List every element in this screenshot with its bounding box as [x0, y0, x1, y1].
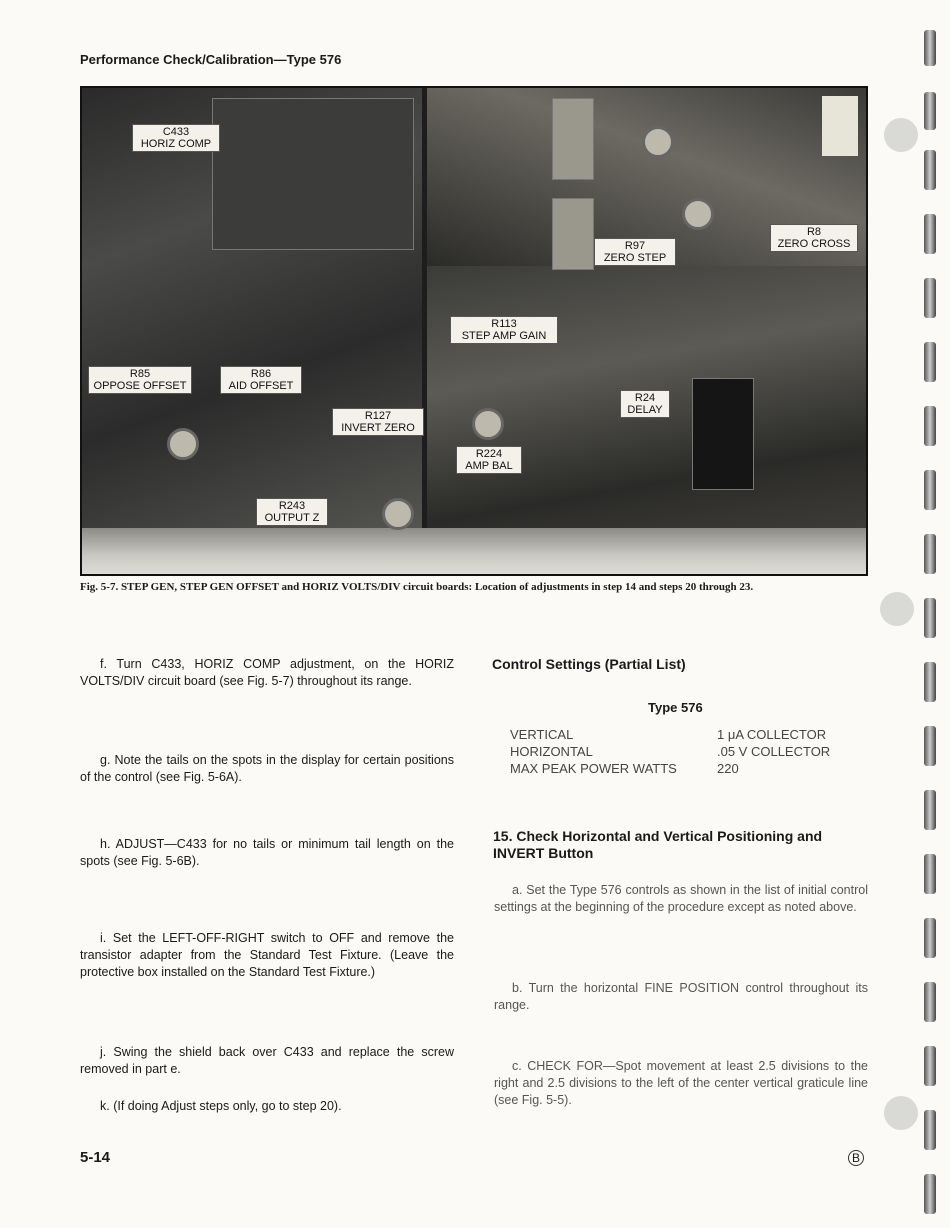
figure-caption: Fig. 5-7. STEP GEN, STEP GEN OFFSET and HORIZ VOLTS/DIV circuit boards: Location of adjustments in step 14 and steps 20 through 23. [80, 581, 754, 593]
callout-r243: R243 OUTPUT Z [256, 498, 328, 526]
step-15a: a. Set the Type 576 controls as shown in the list of initial control settings at the beginning of the procedure except as noted above. [494, 883, 868, 914]
callout-r113: R113 STEP AMP GAIN [450, 316, 558, 344]
step-15c: c. CHECK FOR—Spot movement at least 2.5 divisions to the right and 2.5 divisions to the left of the center vertical graticule line (see Fig. 5-5). [494, 1059, 868, 1107]
callout-r127: R127 INVERT ZERO [332, 408, 424, 436]
step-k: k. (If doing Adjust steps only, go to step 20). [100, 1099, 342, 1113]
revision-mark: B [848, 1150, 864, 1166]
callout-r24: R24 DELAY [620, 390, 670, 418]
callout-c433: C433 HORIZ COMP [132, 124, 220, 152]
step-i: i. Set the LEFT-OFF-RIGHT switch to OFF and remove the transistor adapter from the Standard Test Fixture. (Leave the protective box installed on the Standard Test Fixture.) [80, 931, 454, 979]
step-f: f. Turn C433, HORIZ COMP adjustment, on the HORIZ VOLTS/DIV circuit board (see Fig. 5-7) throughout its range. [80, 657, 454, 688]
step-j: j. Swing the shield back over C433 and replace the screw removed in part e. [80, 1045, 454, 1076]
settings-row: HORIZONTAL .05 V COLLECTOR [510, 744, 831, 759]
step-g: g. Note the tails on the spots in the display for certain positions of the control (see Fig. 5-6A). [80, 753, 454, 784]
callout-r86: R86 AID OFFSET [220, 366, 302, 394]
callout-r8: R8 ZERO CROSS [770, 224, 858, 252]
control-settings-heading: Control Settings (Partial List) [492, 656, 686, 672]
step-15-heading: 15. Check Horizontal and Vertical Positioning and INVERT Button [493, 828, 823, 861]
page-number: 5-14 [80, 1149, 111, 1166]
page-header: Performance Check/Calibration—Type 576 [80, 52, 342, 67]
settings-row: VERTICAL 1 μA COLLECTOR [510, 727, 827, 742]
settings-row: MAX PEAK POWER WATTS 220 [510, 761, 739, 776]
callout-r97: R97 ZERO STEP [594, 238, 676, 266]
control-settings-subheading: Type 576 [648, 700, 703, 715]
callout-r85: R85 OPPOSE OFFSET [88, 366, 192, 394]
circuit-board-photo [80, 86, 868, 576]
step-15b: b. Turn the horizontal FINE POSITION control throughout its range. [494, 981, 868, 1012]
settings-table [510, 726, 830, 777]
callout-r224: R224 AMP BAL [456, 446, 522, 474]
step-h: h. ADJUST—C433 for no tails or minimum tail length on the spots (see Fig. 5-6B). [80, 837, 454, 868]
